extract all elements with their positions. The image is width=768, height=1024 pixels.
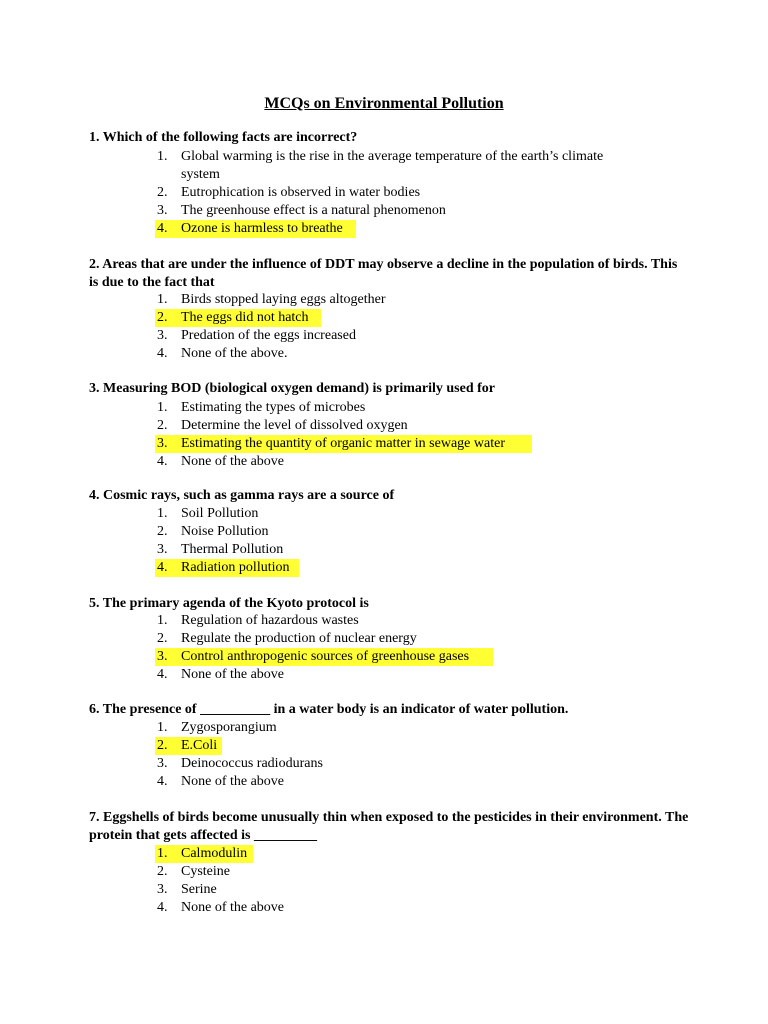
question-1: 1. Which of the following facts are incorrect?: [89, 130, 358, 145]
option-number: 3.: [157, 756, 168, 771]
option-2-3: [0, 327, 768, 345]
option-4-2: [0, 523, 768, 541]
option-text: None of the above.: [181, 346, 288, 361]
option-text: Predation of the eggs increased: [181, 328, 356, 343]
option-number: 3.: [157, 436, 168, 451]
option-2-1: [0, 291, 768, 309]
option-text: Cysteine: [181, 864, 230, 879]
option-text: E.Coli: [181, 738, 218, 753]
option-2-2: [0, 309, 768, 327]
option-5-1: [0, 612, 768, 630]
option-text: Noise Pollution: [181, 524, 269, 539]
option-6-4: [0, 773, 768, 791]
option-3-4: [0, 453, 768, 471]
option-text: None of the above: [181, 900, 285, 915]
option-1-2: [0, 184, 768, 202]
question-7: 7. Eggshells of birds become unusually thin when exposed to the pesticides in their environment. The protein that gets affected is _________: [89, 810, 689, 843]
option-7-4: [0, 899, 768, 917]
option-number: 1.: [157, 506, 168, 521]
option-1-1: [0, 148, 768, 184]
option-number: 2.: [157, 310, 168, 325]
option-number: 4.: [157, 900, 168, 915]
option-text: Estimating the types of microbes: [181, 400, 366, 415]
option-text: Control anthropogenic sources of greenhouse gases: [181, 649, 470, 664]
option-text: Ozone is harmless to breathe: [181, 221, 343, 236]
option-6-2: [0, 737, 768, 755]
option-3-1: [0, 399, 768, 417]
option-number: 1.: [157, 613, 168, 628]
option-number: 2.: [157, 864, 168, 879]
options-list-1: [0, 148, 768, 238]
option-text: Eutrophication is observed in water bodies: [181, 185, 421, 200]
option-6-3: [0, 755, 768, 773]
option-number: 1.: [157, 720, 168, 735]
option-text: Deinococcus radiodurans: [181, 756, 323, 771]
option-text: Estimating the quantity of organic matter in sewage water: [181, 436, 505, 451]
option-text: None of the above: [181, 454, 285, 469]
option-text: Birds stopped laying eggs altogether: [181, 292, 386, 307]
option-text: Regulate the production of nuclear energy: [181, 631, 417, 646]
option-number: 2.: [157, 631, 168, 646]
option-4-1: [0, 505, 768, 523]
option-text: Global warming is the rise in the average temperature of the earth’s climate system: [181, 149, 604, 182]
options-list-7: [0, 845, 768, 917]
options-list-6: [0, 719, 768, 791]
option-5-4: [0, 666, 768, 684]
option-text: None of the above: [181, 774, 285, 789]
option-number: 3.: [157, 882, 168, 897]
option-number: 1.: [157, 149, 168, 164]
option-text: Calmodulin: [181, 846, 248, 861]
option-5-2: [0, 630, 768, 648]
options-list-2: [0, 291, 768, 363]
option-number: 4.: [157, 346, 168, 361]
option-number: 3.: [157, 328, 168, 343]
option-number: 4.: [157, 560, 168, 575]
option-5-3: [0, 648, 768, 666]
option-text: Serine: [181, 882, 217, 897]
option-number: 2.: [157, 185, 168, 200]
option-number: 1.: [157, 292, 168, 307]
option-1-4: [0, 220, 768, 238]
option-text: Soil Pollution: [181, 506, 259, 521]
option-6-1: [0, 719, 768, 737]
option-number: 3.: [157, 542, 168, 557]
option-number: 3.: [157, 649, 168, 664]
option-7-2: [0, 863, 768, 881]
option-text: Determine the level of dissolved oxygen: [181, 418, 408, 433]
option-text: Regulation of hazardous wastes: [181, 613, 359, 628]
option-text: Thermal Pollution: [181, 542, 284, 557]
option-number: 4.: [157, 667, 168, 682]
option-number: 4.: [157, 454, 168, 469]
option-number: 2.: [157, 418, 168, 433]
option-3-2: [0, 417, 768, 435]
page-title: MCQs on Environmental Pollution: [264, 95, 504, 112]
option-number: 2.: [157, 524, 168, 539]
option-7-1: [0, 845, 768, 863]
options-list-3: [0, 399, 768, 471]
option-1-3: [0, 202, 768, 220]
option-number: 2.: [157, 738, 168, 753]
question-4: 4. Cosmic rays, such as gamma rays are a source of: [89, 488, 395, 503]
options-list-5: [0, 612, 768, 684]
option-text: The eggs did not hatch: [181, 310, 309, 325]
option-number: 1.: [157, 400, 168, 415]
option-number: 4.: [157, 221, 168, 236]
option-text: Radiation pollution: [181, 560, 290, 575]
option-number: 1.: [157, 846, 168, 861]
question-3: 3. Measuring BOD (biological oxygen demand) is primarily used for: [89, 381, 495, 396]
option-text: Zygosporangium: [181, 720, 277, 735]
option-text: None of the above: [181, 667, 285, 682]
option-4-4: [0, 559, 768, 577]
options-list-4: [0, 505, 768, 577]
option-4-3: [0, 541, 768, 559]
option-7-3: [0, 881, 768, 899]
option-text: The greenhouse effect is a natural phenomenon: [181, 203, 446, 218]
option-3-3: [0, 435, 768, 453]
question-5: 5. The primary agenda of the Kyoto protocol is: [89, 596, 369, 611]
option-2-4: [0, 345, 768, 363]
question-6: 6. The presence of __________ in a water body is an indicator of water pollution.: [89, 702, 569, 717]
question-2: 2. Areas that are under the influence of DDT may observe a decline in the population of birds. This is due to the fact that: [89, 257, 678, 290]
option-number: 4.: [157, 774, 168, 789]
option-number: 3.: [157, 203, 168, 218]
